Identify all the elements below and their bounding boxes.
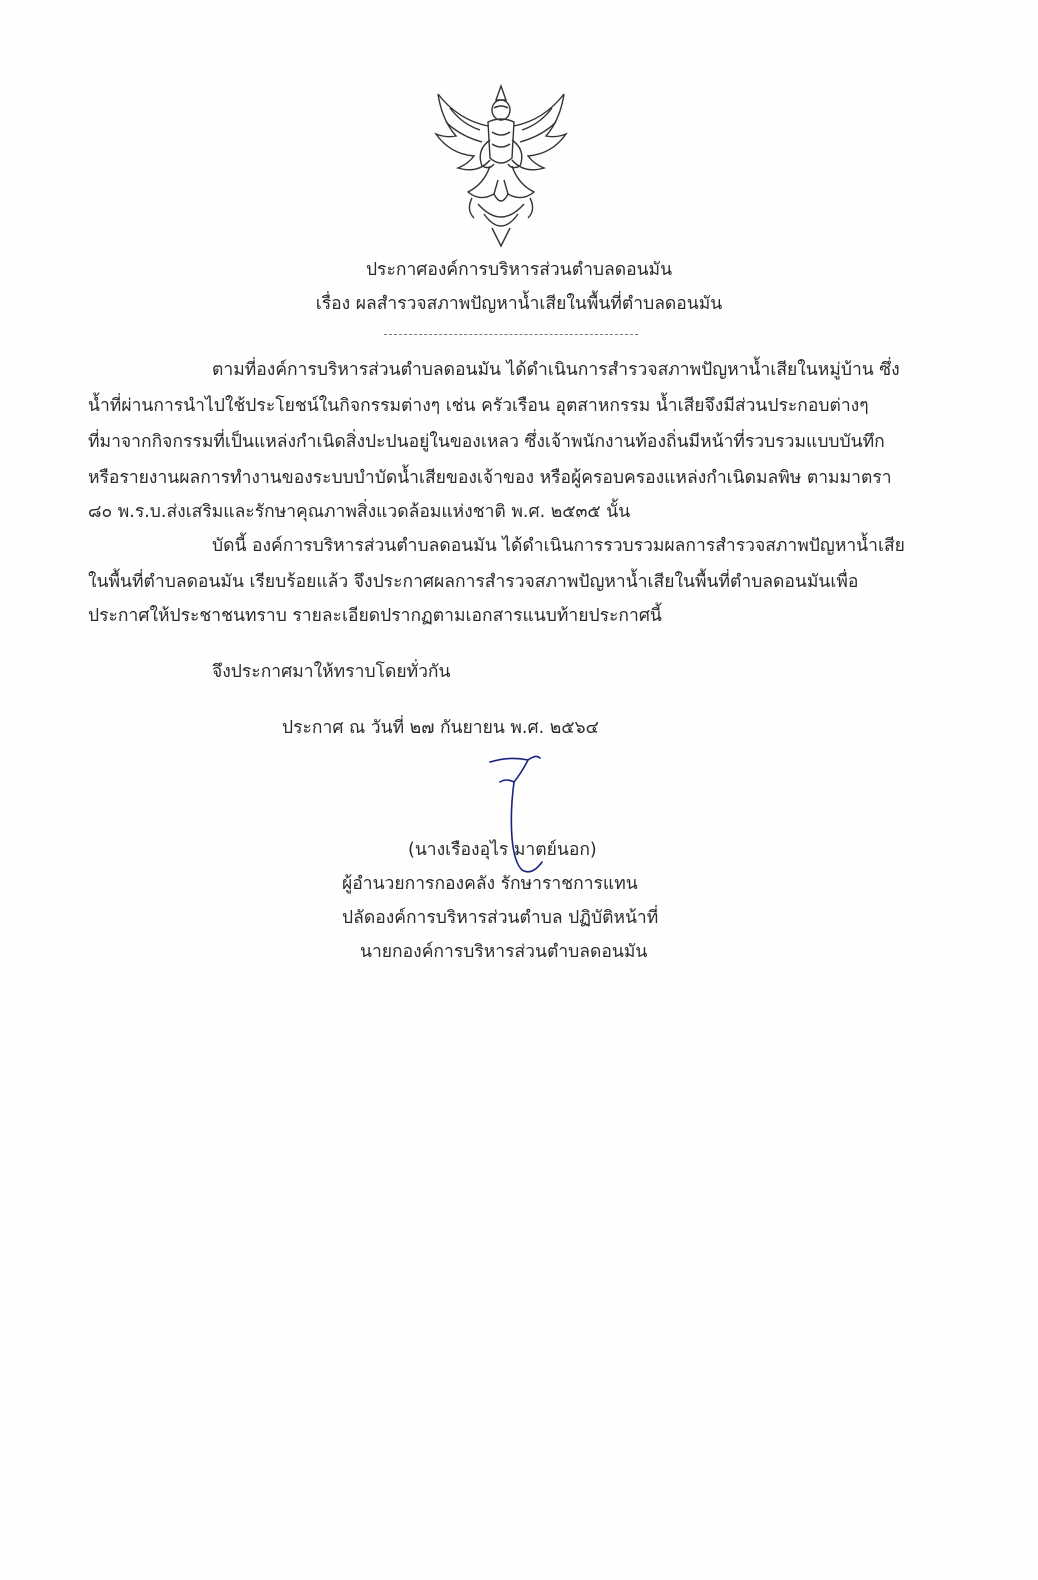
signatory-position-1: ผู้อำนวยการกองคลัง รักษาราชการแทน [342,874,638,894]
paragraph1-line: ตามที่องค์การบริหารส่วนตำบลดอนมัน ได้ดำเนินการสำรวจสภาพปัญหาน้ำเสียในหมู่บ้าน ซึ่ง [212,360,900,380]
paragraph1-line: ที่มาจากกิจกรรมที่เป็นแหล่งกำเนิดสิ่งปะปนอยู่ในของเหลว ซึ่งเจ้าพนักงานท้องถิ่นมีหน้าที่รวบรวมแบบบันทึก [88,432,885,452]
closing-statement: จึงประกาศมาให้ทราบโดยทั่วกัน [212,662,451,682]
announcement-subject: เรื่อง ผลสำรวจสภาพปัญหาน้ำเสียในพื้นที่ตำบลดอนมัน [315,294,723,314]
announcement-title: ประกาศองค์การบริหารส่วนตำบลดอนมัน [365,260,673,280]
garuda-emblem-icon [428,80,574,248]
paragraph1-line: น้ำที่ผ่านการนำไปใช้ประโยชน์ในกิจกรรมต่างๆ เช่น ครัวเรือน อุตสาหกรรม น้ำเสียจึงมีส่วนประกอบต่างๆ [88,396,869,416]
handwritten-signature [470,752,580,882]
signatory-position-3: นายกองค์การบริหารส่วนตำบลดอนมัน [360,942,648,962]
signatory-name: (นางเรืองอุไร มาตย์นอก) [408,840,597,860]
announcement-date: ประกาศ ณ วันที่ ๒๗ กันยายน พ.ศ. ๒๕๖๔ [282,718,599,738]
title-divider [384,334,638,335]
paragraph2-line: บัดนี้ องค์การบริหารส่วนตำบลดอนมัน ได้ดำเนินการรวบรวมผลการสำรวจสภาพปัญหาน้ำเสีย [212,536,905,556]
paragraph1-line: หรือรายงานผลการทำงานของระบบบำบัดน้ำเสียของเจ้าของ หรือผู้ครอบครองแหล่งกำเนิดมลพิษ ตามมาตรา [88,468,892,488]
signatory-position-2: ปลัดองค์การบริหารส่วนตำบล ปฏิบัติหน้าที่ [342,908,659,928]
paragraph2-line: ประกาศให้ประชาชนทราบ รายละเอียดปรากฏตามเอกสารแนบท้ายประกาศนี้ [88,606,662,626]
paragraph2-line: ในพื้นที่ตำบลดอนมัน เรียบร้อยแล้ว จึงประกาศผลการสำรวจสภาพปัญหาน้ำเสียในพื้นที่ตำบลดอนมันเพื่อ [88,572,859,592]
paragraph1-line: ๘๐ พ.ร.บ.ส่งเสริมและรักษาคุณภาพสิ่งแวดล้อมแห่งชาติ พ.ศ. ๒๕๓๕ นั้น [88,502,631,522]
